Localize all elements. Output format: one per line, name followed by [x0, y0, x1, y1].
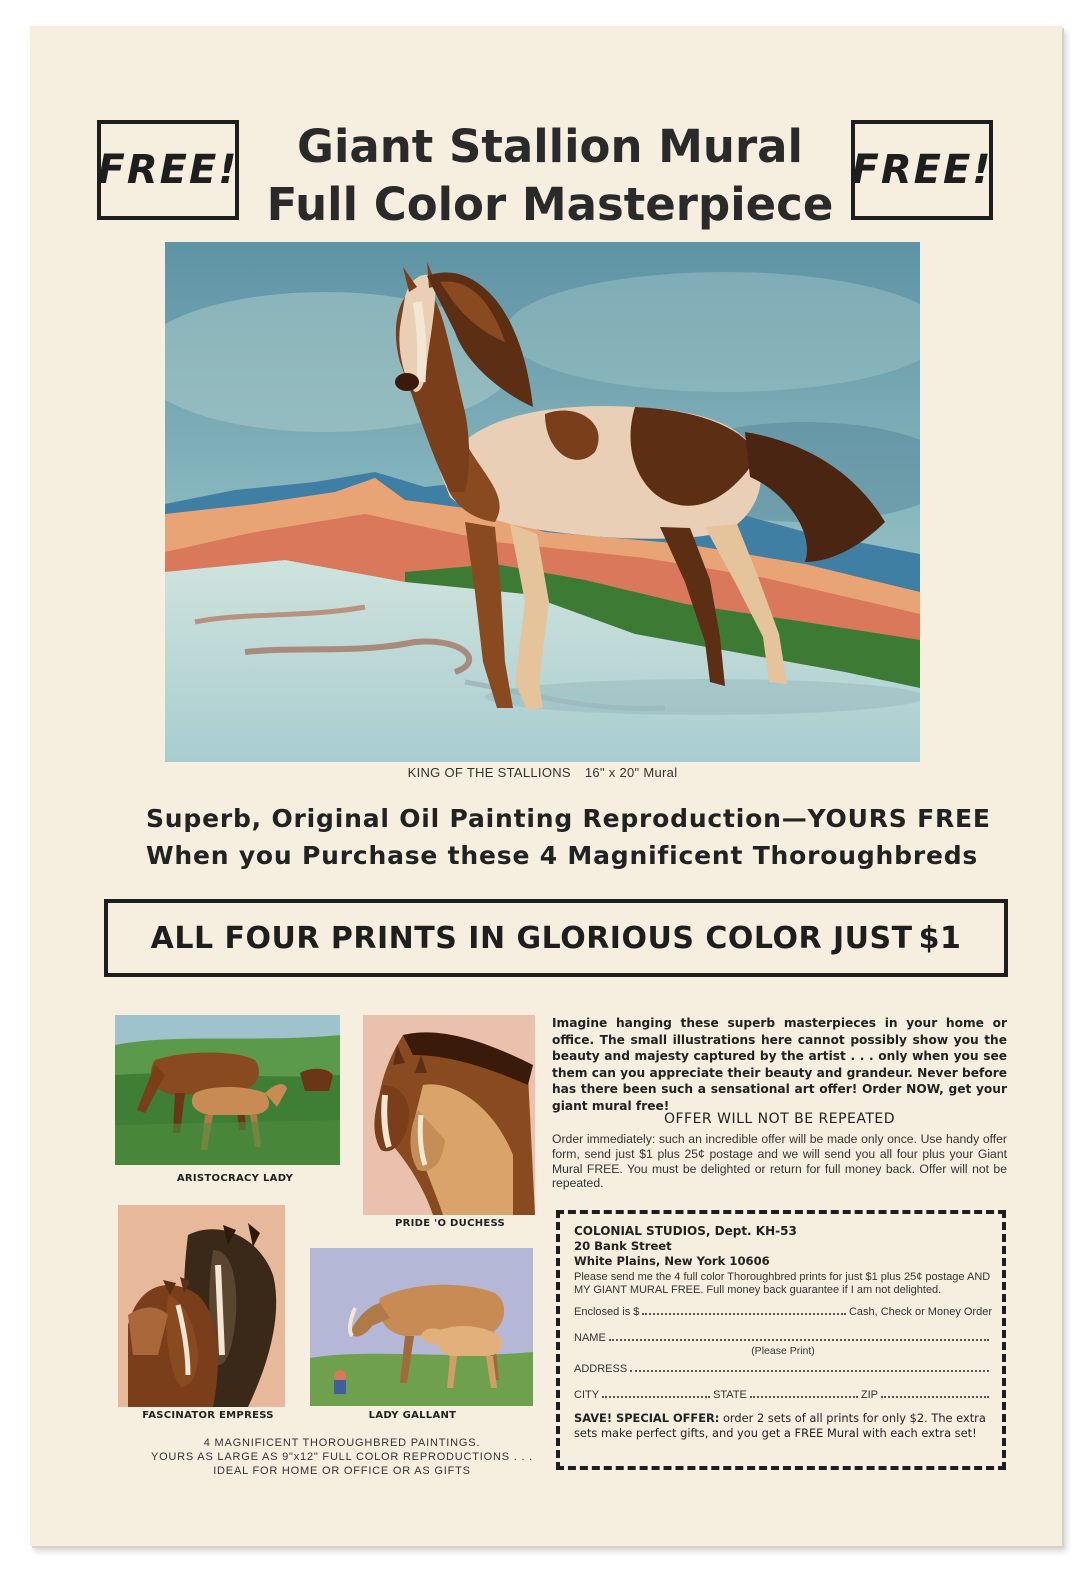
promo-line-3: IDEAL FOR HOME OR OFFICE OR AS GIFTS: [213, 1465, 471, 1477]
name-label: NAME: [574, 1332, 606, 1344]
subhead-line-1: Superb, Original Oil Painting Reproduction—YOURS FREE: [146, 804, 991, 833]
city-label: CITY: [574, 1389, 600, 1401]
price-banner-text: ALL FOUR PRINTS IN GLORIOUS COLOR JUST: [150, 920, 913, 956]
sales-copy: Imagine hanging these superb masterpieces in your home or office. The small illustrations here cannot possibly show you the beauty and majesty captured by the artist . . . only when you see them can you appreciate their beauty and grandeur. Never before has there been such a sensational art offer! Order NOW, get your giant mural free!: [552, 1016, 1007, 1113]
order-coupon[interactable]: [556, 1210, 1006, 1470]
please-print-note: (Please Print): [751, 1345, 815, 1357]
print-fascinator-empress-label: FASCINATOR EMPRESS: [142, 1410, 274, 1421]
mural-size: 16" x 20" Mural: [584, 765, 678, 780]
promo-text: [142, 1436, 542, 1478]
mural-caption: [165, 765, 920, 780]
name-line[interactable]: [609, 1332, 989, 1341]
offer-text: Order immediately: such an incredible offer will be made only once. Use handy offer form, send just $1 plus 25¢ postage and we will send you all four plus your Giant Mural FREE. You must be delighted or return for full money back. Offer will not be repeated.: [552, 1132, 1007, 1191]
address-line[interactable]: [630, 1363, 989, 1372]
print-aristocracy-lady-label: ARISTOCRACY LADY: [176, 1173, 294, 1184]
print-pride-o-duchess-label: PRIDE 'O DUCHESS: [394, 1218, 506, 1229]
mural-title: KING OF THE STALLIONS: [407, 765, 571, 780]
headline-line-2: Full Color Masterpiece: [266, 178, 834, 231]
coupon-request: Please send me the 4 full color Thoroughbred prints for just $1 plus 25¢ postage AND MY GIANT MURAL FREE. Full money back guarantee if I am not delighted.: [574, 1271, 991, 1296]
name-field[interactable]: [574, 1332, 992, 1344]
coupon-city-line: White Plains, New York 10606: [574, 1254, 770, 1268]
coupon-street: 20 Bank Street: [574, 1239, 672, 1253]
headline-line-1: Giant Stallion Mural: [297, 120, 803, 173]
address-field[interactable]: [574, 1363, 992, 1375]
city-state-zip-field[interactable]: [574, 1389, 992, 1401]
print-lady-gallant-image: [310, 1248, 533, 1406]
print-fascinator-empress-image: [118, 1205, 285, 1407]
city-line[interactable]: [602, 1389, 710, 1398]
state-label: STATE: [713, 1389, 747, 1401]
promo-line-2: YOURS AS LARGE AS 9"x12" FULL COLOR REPRODUCTIONS . . .: [150, 1451, 534, 1463]
zip-label: ZIP: [860, 1389, 879, 1401]
enclosed-label: Enclosed is $: [574, 1306, 640, 1318]
enclosed-suffix: Cash, Check or Money Order: [848, 1306, 992, 1318]
price-banner: [104, 899, 1008, 977]
enclosed-amount-field[interactable]: [574, 1306, 992, 1318]
promo-line-1: 4 MAGNIFICENT THOROUGHBRED PAINTINGS.: [203, 1437, 481, 1449]
stallion-mural-painting: [165, 242, 920, 762]
free-badge-right: FREE!: [851, 120, 993, 220]
free-badge-left: FREE!: [97, 120, 239, 220]
print-aristocracy-lady-image: [115, 1015, 340, 1165]
subhead-line-2: When you Purchase these 4 Magnificent Thoroughbreds: [146, 841, 979, 870]
offer-heading: OFFER WILL NOT BE REPEATED: [663, 1111, 896, 1127]
special-offer-text: [574, 1411, 992, 1440]
state-line[interactable]: [750, 1389, 858, 1398]
print-lady-gallant-label: LADY GALLANT: [368, 1410, 457, 1421]
special-offer-detail: order 2 sets of all prints for only $2. The extra sets make perfect gifts, and you get a FREE Mural with each extra set!: [574, 1411, 986, 1440]
print-pride-o-duchess-image: [363, 1015, 535, 1215]
zip-line[interactable]: [881, 1389, 989, 1398]
special-offer-label: SAVE! SPECIAL OFFER:: [574, 1411, 720, 1425]
enclosed-amount-line[interactable]: [642, 1306, 846, 1315]
price-banner-price: $1: [918, 920, 962, 956]
address-label: ADDRESS: [574, 1363, 628, 1375]
coupon-company: COLONIAL STUDIOS, Dept. KH-53: [574, 1224, 797, 1238]
